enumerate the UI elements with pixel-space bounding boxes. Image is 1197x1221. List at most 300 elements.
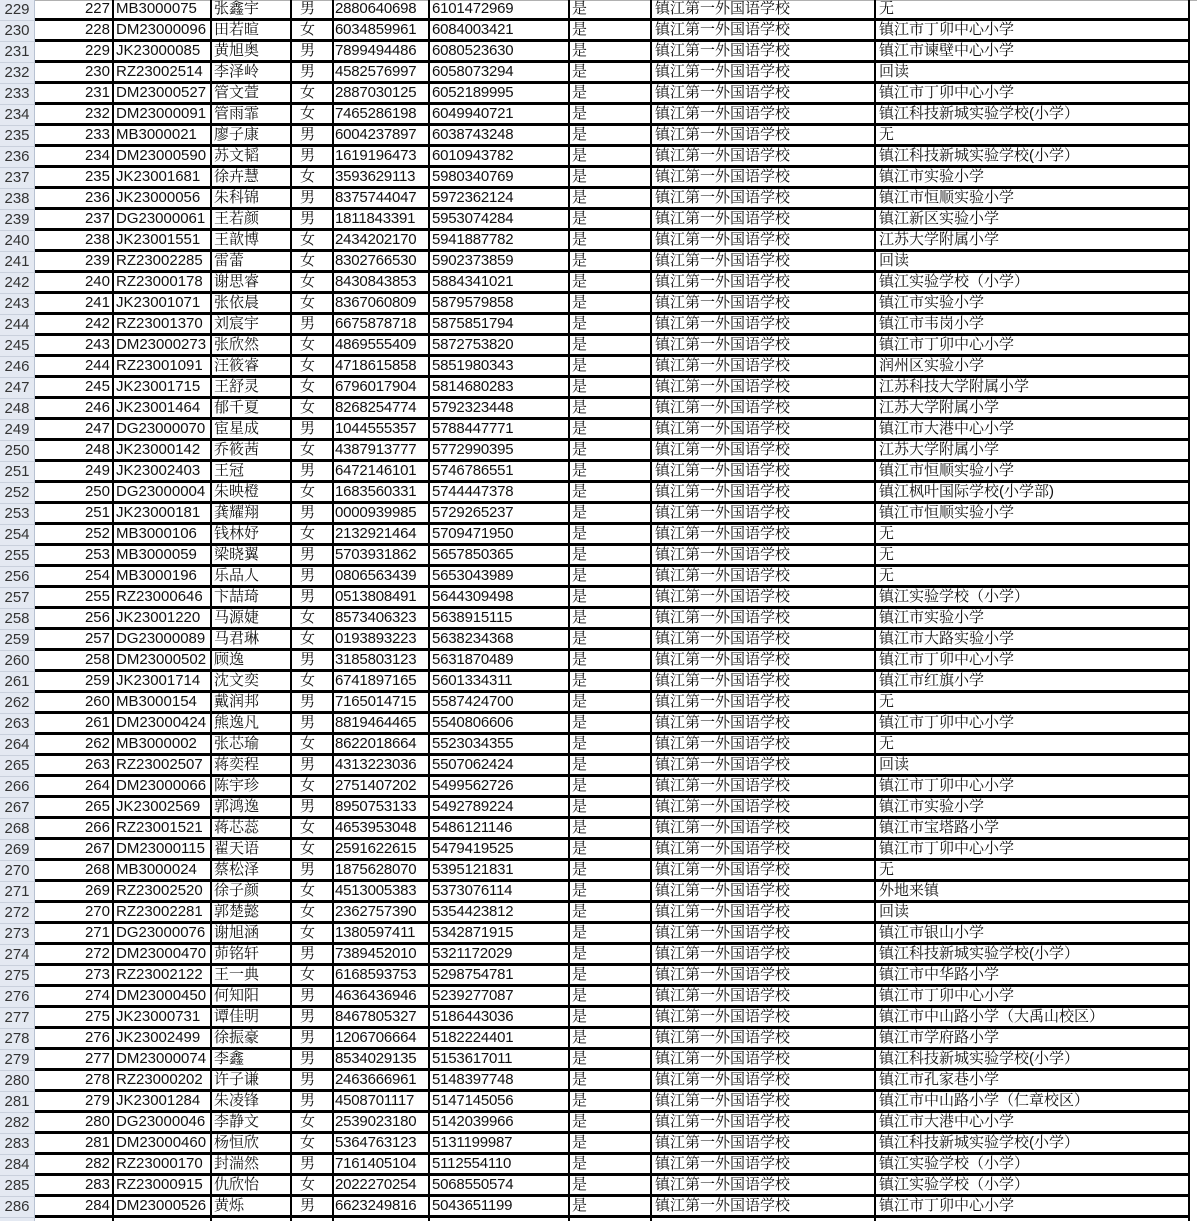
cell-gender[interactable]: 男 bbox=[300, 210, 316, 227]
cell-previous-school[interactable]: 镇江实验学校（小学） bbox=[879, 588, 1030, 605]
cell-seq[interactable]: 255 bbox=[84, 588, 110, 605]
cell-school[interactable]: 镇江第一外国语学校 bbox=[655, 504, 791, 521]
cell-number-2[interactable]: 5499562726 bbox=[432, 777, 514, 794]
cell-number-2[interactable]: 5131199987 bbox=[432, 1134, 513, 1151]
cell-yes[interactable]: 是 bbox=[572, 336, 588, 353]
cell-id[interactable]: MB3000106 bbox=[116, 525, 197, 542]
cell-yes[interactable]: 是 bbox=[572, 420, 588, 437]
cell-yes[interactable]: 是 bbox=[572, 399, 588, 416]
cell-id[interactable]: DM23000273 bbox=[116, 336, 207, 353]
cell-gender[interactable]: 男 bbox=[300, 714, 316, 731]
row-header[interactable]: 277 bbox=[0, 1008, 35, 1029]
cell-seq[interactable]: 258 bbox=[84, 651, 110, 668]
cell-name[interactable]: 张依晨 bbox=[214, 294, 260, 311]
cell-yes[interactable]: 是 bbox=[572, 126, 588, 143]
cell-id[interactable]: RZ23000178 bbox=[116, 273, 203, 290]
cell-yes[interactable]: 是 bbox=[572, 567, 588, 584]
row-header[interactable]: 262 bbox=[0, 693, 35, 714]
cell-seq[interactable]: 264 bbox=[84, 777, 110, 794]
cell-school[interactable]: 镇江第一外国语学校 bbox=[655, 420, 791, 437]
cell-number-2[interactable]: 5239277087 bbox=[432, 987, 514, 1004]
cell-gender[interactable]: 男 bbox=[300, 126, 316, 143]
cell-school[interactable]: 镇江第一外国语学校 bbox=[655, 966, 791, 983]
cell-yes[interactable]: 是 bbox=[572, 315, 588, 332]
cell-number-1[interactable]: 2591622615 bbox=[335, 840, 417, 857]
cell-yes[interactable]: 是 bbox=[572, 525, 588, 542]
cell-yes[interactable]: 是 bbox=[572, 546, 588, 563]
row-header[interactable]: 256 bbox=[0, 567, 35, 588]
cell-gender[interactable]: 女 bbox=[300, 336, 316, 353]
cell-seq[interactable]: 283 bbox=[84, 1176, 110, 1193]
cell-previous-school[interactable]: 镇江科技新城实验学校(小学） bbox=[879, 1050, 1079, 1067]
cell-school[interactable]: 镇江第一外国语学校 bbox=[655, 525, 791, 542]
cell-number-2[interactable]: 5492789224 bbox=[432, 798, 514, 815]
cell-id[interactable]: JK23002403 bbox=[116, 462, 201, 479]
row-header[interactable]: 245 bbox=[0, 336, 35, 357]
cell-gender[interactable]: 女 bbox=[300, 357, 316, 374]
cell-id[interactable]: JK23001714 bbox=[116, 672, 201, 689]
cell-previous-school[interactable]: 无 bbox=[879, 567, 895, 584]
cell-gender[interactable]: 男 bbox=[300, 1092, 316, 1109]
cell-previous-school[interactable]: 江苏大学附属小学 bbox=[879, 231, 1000, 248]
cell-name[interactable]: 马君琳 bbox=[214, 630, 260, 647]
cell-school[interactable]: 镇江第一外国语学校 bbox=[655, 0, 791, 17]
cell-id[interactable]: DG23000089 bbox=[116, 630, 206, 647]
cell-gender[interactable]: 女 bbox=[300, 924, 316, 941]
row-header[interactable]: 273 bbox=[0, 924, 35, 945]
row-header[interactable]: 263 bbox=[0, 714, 35, 735]
cell-gender[interactable]: 女 bbox=[300, 273, 316, 290]
cell-number-1[interactable]: 1875628070 bbox=[335, 861, 417, 878]
cell-number-1[interactable]: 7165014715 bbox=[335, 693, 417, 710]
cell-id[interactable]: JK23000731 bbox=[116, 1008, 201, 1025]
cell-seq[interactable]: 253 bbox=[84, 546, 110, 563]
cell-previous-school[interactable]: 镇江市实验小学 bbox=[879, 609, 985, 626]
cell-number-1[interactable]: 2751407202 bbox=[335, 777, 417, 794]
cell-previous-school[interactable]: 回读 bbox=[879, 63, 910, 80]
row-header[interactable]: 237 bbox=[0, 168, 35, 189]
cell-previous-school[interactable]: 镇江市实验小学 bbox=[879, 168, 985, 185]
cell-number-2[interactable]: 5872753820 bbox=[432, 336, 514, 353]
cell-number-1[interactable]: 6034859961 bbox=[335, 21, 417, 38]
cell-name[interactable]: 朱凌锋 bbox=[214, 1092, 260, 1109]
cell-name[interactable]: 管雨霏 bbox=[214, 105, 260, 122]
cell-previous-school[interactable]: 回读 bbox=[879, 756, 910, 773]
cell-number-1[interactable]: 2132921464 bbox=[335, 525, 417, 542]
cell-school[interactable]: 镇江第一外国语学校 bbox=[655, 840, 791, 857]
cell-name[interactable]: 黄烁 bbox=[214, 1197, 245, 1214]
cell-gender[interactable]: 女 bbox=[300, 672, 316, 689]
cell-number-1[interactable]: 2022270254 bbox=[335, 1176, 417, 1193]
cell-school[interactable]: 镇江第一外国语学校 bbox=[655, 357, 791, 374]
cell-yes[interactable]: 是 bbox=[572, 1113, 588, 1130]
cell-previous-school[interactable]: 镇江市谏壁中心小学 bbox=[879, 42, 1015, 59]
cell-previous-school[interactable]: 镇江市丁卯中心小学 bbox=[879, 1197, 1015, 1214]
cell-previous-school[interactable]: 镇江市丁卯中心小学 bbox=[879, 21, 1015, 38]
cell-school[interactable]: 镇江第一外国语学校 bbox=[655, 336, 791, 353]
cell-name[interactable]: 田若暄 bbox=[214, 21, 260, 38]
cell-yes[interactable]: 是 bbox=[572, 483, 588, 500]
cell-school[interactable]: 镇江第一外国语学校 bbox=[655, 231, 791, 248]
cell-yes[interactable]: 是 bbox=[572, 504, 588, 521]
cell-seq[interactable]: 245 bbox=[84, 378, 110, 395]
cell-name[interactable]: 黄旭奥 bbox=[214, 42, 260, 59]
cell-name[interactable]: 李静文 bbox=[214, 1113, 260, 1130]
cell-gender[interactable]: 女 bbox=[300, 630, 316, 647]
cell-id[interactable]: JK23001715 bbox=[116, 378, 201, 395]
cell-number-2[interactable]: 5148397748 bbox=[432, 1071, 514, 1088]
cell-seq[interactable]: 281 bbox=[84, 1134, 110, 1151]
cell-number-2[interactable]: 5507062424 bbox=[432, 756, 514, 773]
cell-previous-school[interactable]: 镇江科技新城实验学校(小学） bbox=[879, 1134, 1079, 1151]
cell-number-2[interactable]: 5884341021 bbox=[432, 273, 514, 290]
cell-yes[interactable]: 是 bbox=[572, 588, 588, 605]
cell-number-1[interactable]: 8430843853 bbox=[335, 273, 417, 290]
cell-gender[interactable]: 男 bbox=[300, 42, 316, 59]
row-header[interactable]: 234 bbox=[0, 105, 35, 126]
cell-yes[interactable]: 是 bbox=[572, 1092, 588, 1109]
cell-yes[interactable]: 是 bbox=[572, 945, 588, 962]
cell-seq[interactable]: 271 bbox=[84, 924, 110, 941]
cell-yes[interactable]: 是 bbox=[572, 1197, 588, 1214]
cell-name[interactable]: 王冠 bbox=[214, 462, 245, 479]
cell-number-1[interactable]: 6741897165 bbox=[335, 672, 417, 689]
cell-id[interactable]: MB3000021 bbox=[116, 126, 197, 143]
cell-gender[interactable]: 女 bbox=[300, 882, 316, 899]
cell-name[interactable]: 郁千夏 bbox=[214, 399, 260, 416]
cell-number-2[interactable]: 5112554110 bbox=[432, 1155, 512, 1172]
cell-name[interactable]: 马源婕 bbox=[214, 609, 260, 626]
cell-number-1[interactable]: 0513808491 bbox=[335, 588, 417, 605]
cell-number-1[interactable]: 4653953048 bbox=[335, 819, 417, 836]
cell-number-1[interactable]: 3185803123 bbox=[335, 651, 417, 668]
cell-previous-school[interactable]: 润州区实验小学 bbox=[879, 357, 985, 374]
cell-school[interactable]: 镇江第一外国语学校 bbox=[655, 441, 791, 458]
cell-name[interactable]: 宦星成 bbox=[214, 420, 260, 437]
cell-yes[interactable]: 是 bbox=[572, 630, 588, 647]
cell-id[interactable]: JK23001464 bbox=[116, 399, 201, 416]
cell-number-2[interactable]: 5486121146 bbox=[432, 819, 513, 836]
cell-previous-school[interactable]: 江苏大学附属小学 bbox=[879, 441, 1000, 458]
row-header[interactable]: 258 bbox=[0, 609, 35, 630]
cell-number-1[interactable]: 2434202170 bbox=[335, 231, 417, 248]
cell-previous-school[interactable]: 江苏科技大学附属小学 bbox=[879, 378, 1030, 395]
cell-number-1[interactable]: 1683560331 bbox=[335, 483, 417, 500]
cell-number-1[interactable]: 8375744047 bbox=[335, 189, 417, 206]
cell-number-2[interactable]: 6058073294 bbox=[432, 63, 514, 80]
cell-gender[interactable]: 男 bbox=[300, 588, 316, 605]
cell-yes[interactable]: 是 bbox=[572, 798, 588, 815]
cell-id[interactable]: RZ23000915 bbox=[116, 1176, 203, 1193]
cell-gender[interactable]: 女 bbox=[300, 378, 316, 395]
cell-school[interactable]: 镇江第一外国语学校 bbox=[655, 168, 791, 185]
cell-id[interactable]: MB3000002 bbox=[116, 735, 197, 752]
row-header[interactable]: 259 bbox=[0, 630, 35, 651]
cell-school[interactable]: 镇江第一外国语学校 bbox=[655, 714, 791, 731]
cell-number-2[interactable]: 5792323448 bbox=[432, 399, 514, 416]
cell-id[interactable]: RZ23002281 bbox=[116, 903, 203, 920]
row-header[interactable]: 281 bbox=[0, 1092, 35, 1113]
cell-number-2[interactable]: 5182224401 bbox=[432, 1029, 514, 1046]
cell-yes[interactable]: 是 bbox=[572, 1176, 588, 1193]
row-header[interactable]: 239 bbox=[0, 210, 35, 231]
cell-number-2[interactable]: 5746786551 bbox=[432, 462, 514, 479]
cell-seq[interactable]: 234 bbox=[84, 147, 110, 164]
cell-seq[interactable]: 284 bbox=[84, 1197, 110, 1214]
cell-name[interactable]: 徐振豪 bbox=[214, 1029, 260, 1046]
cell-previous-school[interactable]: 回读 bbox=[879, 252, 910, 269]
cell-gender[interactable]: 男 bbox=[300, 945, 316, 962]
cell-seq[interactable]: 240 bbox=[84, 273, 110, 290]
cell-school[interactable]: 镇江第一外国语学校 bbox=[655, 21, 791, 38]
cell-gender[interactable]: 男 bbox=[300, 693, 316, 710]
cell-yes[interactable]: 是 bbox=[572, 189, 588, 206]
cell-gender[interactable]: 男 bbox=[300, 987, 316, 1004]
cell-previous-school[interactable]: 镇江市中山路小学（大禹山校区） bbox=[879, 1008, 1105, 1025]
cell-seq[interactable]: 232 bbox=[84, 105, 110, 122]
cell-school[interactable]: 镇江第一外国语学校 bbox=[655, 1176, 791, 1193]
row-header[interactable]: 270 bbox=[0, 861, 35, 882]
cell-name[interactable]: 朱科锦 bbox=[214, 189, 260, 206]
cell-id[interactable]: DG23000076 bbox=[116, 924, 206, 941]
cell-number-2[interactable]: 5479419525 bbox=[432, 840, 514, 857]
cell-school[interactable]: 镇江第一外国语学校 bbox=[655, 210, 791, 227]
cell-number-2[interactable]: 5709471950 bbox=[432, 525, 514, 542]
cell-name[interactable]: 熊逸凡 bbox=[214, 714, 260, 731]
cell-id[interactable]: RZ23002122 bbox=[116, 966, 203, 983]
cell-gender[interactable]: 女 bbox=[300, 21, 316, 38]
cell-school[interactable]: 镇江第一外国语学校 bbox=[655, 1197, 791, 1214]
cell-name[interactable]: 谢旭涵 bbox=[214, 924, 260, 941]
cell-seq[interactable]: 257 bbox=[84, 630, 110, 647]
cell-gender[interactable]: 男 bbox=[300, 756, 316, 773]
cell-id[interactable]: JK23001220 bbox=[116, 609, 201, 626]
cell-seq[interactable]: 246 bbox=[84, 399, 110, 416]
cell-seq[interactable]: 265 bbox=[84, 798, 110, 815]
cell-seq[interactable]: 231 bbox=[84, 84, 110, 101]
cell-number-1[interactable]: 4387913777 bbox=[335, 441, 417, 458]
cell-name[interactable]: 戴润邦 bbox=[214, 693, 260, 710]
cell-yes[interactable]: 是 bbox=[572, 735, 588, 752]
cell-gender[interactable]: 女 bbox=[300, 777, 316, 794]
cell-yes[interactable]: 是 bbox=[572, 168, 588, 185]
cell-number-1[interactable]: 6004237897 bbox=[335, 126, 417, 143]
cell-number-2[interactable]: 5142039966 bbox=[432, 1113, 514, 1130]
cell-yes[interactable]: 是 bbox=[572, 756, 588, 773]
cell-seq[interactable]: 256 bbox=[84, 609, 110, 626]
cell-name[interactable]: 张芯瑜 bbox=[214, 735, 260, 752]
cell-id[interactable]: RZ23001370 bbox=[116, 315, 203, 332]
cell-number-1[interactable]: 7899494486 bbox=[335, 42, 417, 59]
cell-number-2[interactable]: 5657850365 bbox=[432, 546, 514, 563]
cell-gender[interactable]: 男 bbox=[300, 651, 316, 668]
cell-previous-school[interactable]: 镇江市韦岗小学 bbox=[879, 315, 985, 332]
cell-id[interactable]: DM23000115 bbox=[116, 840, 205, 857]
cell-number-2[interactable]: 5153617011 bbox=[432, 1050, 513, 1067]
cell-yes[interactable]: 是 bbox=[572, 903, 588, 920]
cell-name[interactable]: 张鑫宇 bbox=[214, 0, 260, 17]
cell-number-1[interactable]: 0806563439 bbox=[335, 567, 417, 584]
cell-seq[interactable]: 250 bbox=[84, 483, 110, 500]
cell-yes[interactable]: 是 bbox=[572, 861, 588, 878]
cell-number-2[interactable]: 5395121831 bbox=[432, 861, 514, 878]
cell-number-2[interactable]: 6038743248 bbox=[432, 126, 514, 143]
cell-seq[interactable]: 233 bbox=[84, 126, 110, 143]
cell-name[interactable]: 卞喆琦 bbox=[214, 588, 260, 605]
cell-name[interactable]: 封湍然 bbox=[214, 1155, 260, 1172]
cell-seq[interactable]: 275 bbox=[84, 1008, 110, 1025]
cell-number-1[interactable]: 7465286198 bbox=[335, 105, 417, 122]
cell-gender[interactable]: 女 bbox=[300, 735, 316, 752]
cell-school[interactable]: 镇江第一外国语学校 bbox=[655, 588, 791, 605]
cell-gender[interactable]: 女 bbox=[300, 294, 316, 311]
cell-yes[interactable]: 是 bbox=[572, 777, 588, 794]
cell-name[interactable]: 顾逸 bbox=[214, 651, 245, 668]
cell-id[interactable]: DG23000061 bbox=[116, 210, 206, 227]
cell-number-2[interactable]: 5653043989 bbox=[432, 567, 514, 584]
cell-previous-school[interactable]: 镇江市中华路小学 bbox=[879, 966, 1000, 983]
cell-number-1[interactable]: 1619196473 bbox=[335, 147, 417, 164]
cell-seq[interactable]: 238 bbox=[84, 231, 110, 248]
cell-number-1[interactable]: 2880640698 bbox=[335, 0, 417, 17]
cell-previous-school[interactable]: 镇江市大港中心小学 bbox=[879, 420, 1015, 437]
cell-id[interactable]: JK23001551 bbox=[116, 231, 201, 248]
row-header[interactable]: 280 bbox=[0, 1071, 35, 1092]
cell-number-2[interactable]: 5540806606 bbox=[432, 714, 514, 731]
cell-name[interactable]: 梁晓翼 bbox=[214, 546, 260, 563]
cell-school[interactable]: 镇江第一外国语学校 bbox=[655, 483, 791, 500]
row-header[interactable]: 285 bbox=[0, 1176, 35, 1197]
row-header[interactable]: 242 bbox=[0, 273, 35, 294]
row-header[interactable]: 282 bbox=[0, 1113, 35, 1134]
cell-yes[interactable]: 是 bbox=[572, 84, 588, 101]
cell-gender[interactable]: 男 bbox=[300, 189, 316, 206]
cell-id[interactable]: JK23001681 bbox=[116, 168, 201, 185]
cell-name[interactable]: 徐卉慧 bbox=[214, 168, 260, 185]
cell-school[interactable]: 镇江第一外国语学校 bbox=[655, 798, 791, 815]
cell-number-1[interactable]: 5703931862 bbox=[335, 546, 417, 563]
cell-id[interactable]: DM23000066 bbox=[116, 777, 207, 794]
cell-seq[interactable]: 279 bbox=[84, 1092, 110, 1109]
cell-number-1[interactable]: 5364763123 bbox=[335, 1134, 417, 1151]
cell-id[interactable]: RZ23000646 bbox=[116, 588, 203, 605]
cell-gender[interactable]: 男 bbox=[300, 63, 316, 80]
cell-school[interactable]: 镇江第一外国语学校 bbox=[655, 651, 791, 668]
cell-seq[interactable]: 227 bbox=[84, 0, 110, 17]
cell-school[interactable]: 镇江第一外国语学校 bbox=[655, 882, 791, 899]
cell-yes[interactable]: 是 bbox=[572, 0, 588, 17]
cell-yes[interactable]: 是 bbox=[572, 924, 588, 941]
row-header[interactable]: 275 bbox=[0, 966, 35, 987]
cell-number-1[interactable]: 6675878718 bbox=[335, 315, 417, 332]
cell-yes[interactable]: 是 bbox=[572, 714, 588, 731]
cell-id[interactable]: RZ23000170 bbox=[116, 1155, 203, 1172]
cell-name[interactable]: 李泽岭 bbox=[214, 63, 260, 80]
cell-number-2[interactable]: 5638234368 bbox=[432, 630, 514, 647]
cell-yes[interactable]: 是 bbox=[572, 21, 588, 38]
cell-yes[interactable]: 是 bbox=[572, 210, 588, 227]
cell-school[interactable]: 镇江第一外国语学校 bbox=[655, 189, 791, 206]
row-header[interactable]: 251 bbox=[0, 462, 35, 483]
cell-number-1[interactable]: 1044555357 bbox=[335, 420, 417, 437]
cell-seq[interactable]: 251 bbox=[84, 504, 110, 521]
cell-seq[interactable]: 261 bbox=[84, 714, 110, 731]
cell-seq[interactable]: 237 bbox=[84, 210, 110, 227]
cell-number-1[interactable]: 8819464465 bbox=[335, 714, 417, 731]
row-header[interactable]: 266 bbox=[0, 777, 35, 798]
row-header[interactable]: 244 bbox=[0, 315, 35, 336]
cell-school[interactable]: 镇江第一外国语学校 bbox=[655, 672, 791, 689]
cell-seq[interactable]: 243 bbox=[84, 336, 110, 353]
cell-school[interactable]: 镇江第一外国语学校 bbox=[655, 1155, 791, 1172]
cell-school[interactable]: 镇江第一外国语学校 bbox=[655, 1029, 791, 1046]
cell-yes[interactable]: 是 bbox=[572, 273, 588, 290]
cell-gender[interactable]: 女 bbox=[300, 903, 316, 920]
cell-number-2[interactable]: 5321172029 bbox=[432, 945, 513, 962]
cell-yes[interactable]: 是 bbox=[572, 462, 588, 479]
cell-school[interactable]: 镇江第一外国语学校 bbox=[655, 315, 791, 332]
cell-gender[interactable]: 男 bbox=[300, 420, 316, 437]
cell-yes[interactable]: 是 bbox=[572, 987, 588, 1004]
cell-number-1[interactable]: 7161405104 bbox=[335, 1155, 417, 1172]
cell-gender[interactable]: 女 bbox=[300, 1113, 316, 1130]
cell-number-2[interactable]: 5147145056 bbox=[432, 1092, 514, 1109]
cell-number-2[interactable]: 6049940721 bbox=[432, 105, 514, 122]
cell-seq[interactable]: 273 bbox=[84, 966, 110, 983]
row-header[interactable]: 268 bbox=[0, 819, 35, 840]
cell-number-2[interactable]: 5953074284 bbox=[432, 210, 514, 227]
row-header[interactable]: 240 bbox=[0, 231, 35, 252]
cell-id[interactable]: MB3000154 bbox=[116, 693, 197, 710]
cell-number-1[interactable]: 6623249816 bbox=[335, 1197, 417, 1214]
row-header[interactable]: 232 bbox=[0, 63, 35, 84]
cell-seq[interactable]: 228 bbox=[84, 21, 110, 38]
cell-previous-school[interactable]: 镇江科技新城实验学校(小学） bbox=[879, 147, 1079, 164]
cell-previous-school[interactable]: 镇江实验学校（小学） bbox=[879, 1176, 1030, 1193]
cell-seq[interactable]: 276 bbox=[84, 1029, 110, 1046]
cell-id[interactable]: JK23000142 bbox=[116, 441, 201, 458]
cell-number-2[interactable]: 5875851794 bbox=[432, 315, 514, 332]
cell-name[interactable]: 蒋奕程 bbox=[214, 756, 260, 773]
cell-number-1[interactable]: 2887030125 bbox=[335, 84, 417, 101]
cell-previous-school[interactable]: 镇江市孔家巷小学 bbox=[879, 1071, 1000, 1088]
cell-name[interactable]: 张欣然 bbox=[214, 336, 260, 353]
cell-number-1[interactable]: 0193893223 bbox=[335, 630, 417, 647]
row-header[interactable]: 236 bbox=[0, 147, 35, 168]
cell-yes[interactable]: 是 bbox=[572, 42, 588, 59]
cell-name[interactable]: 乔筱茜 bbox=[214, 441, 260, 458]
cell-previous-school[interactable]: 镇江新区实验小学 bbox=[879, 210, 1000, 227]
row-header[interactable]: 230 bbox=[0, 21, 35, 42]
cell-seq[interactable]: 262 bbox=[84, 735, 110, 752]
cell-id[interactable]: DG23000070 bbox=[116, 420, 206, 437]
cell-name[interactable]: 王一典 bbox=[214, 966, 260, 983]
cell-number-2[interactable]: 5373076114 bbox=[432, 882, 513, 899]
cell-id[interactable]: DM23000590 bbox=[116, 147, 207, 164]
cell-yes[interactable]: 是 bbox=[572, 819, 588, 836]
cell-seq[interactable]: 270 bbox=[84, 903, 110, 920]
row-header[interactable]: 235 bbox=[0, 126, 35, 147]
cell-id[interactable]: DM23000074 bbox=[116, 1050, 207, 1067]
cell-number-1[interactable]: 4869555409 bbox=[335, 336, 417, 353]
cell-seq[interactable]: 235 bbox=[84, 168, 110, 185]
cell-seq[interactable]: 268 bbox=[84, 861, 110, 878]
cell-number-2[interactable]: 5788447771 bbox=[432, 420, 514, 437]
cell-id[interactable]: DM23000091 bbox=[116, 105, 207, 122]
cell-id[interactable]: DG23000046 bbox=[116, 1113, 206, 1130]
cell-id[interactable]: RZ23001091 bbox=[116, 357, 203, 374]
cell-name[interactable]: 王歆博 bbox=[214, 231, 260, 248]
